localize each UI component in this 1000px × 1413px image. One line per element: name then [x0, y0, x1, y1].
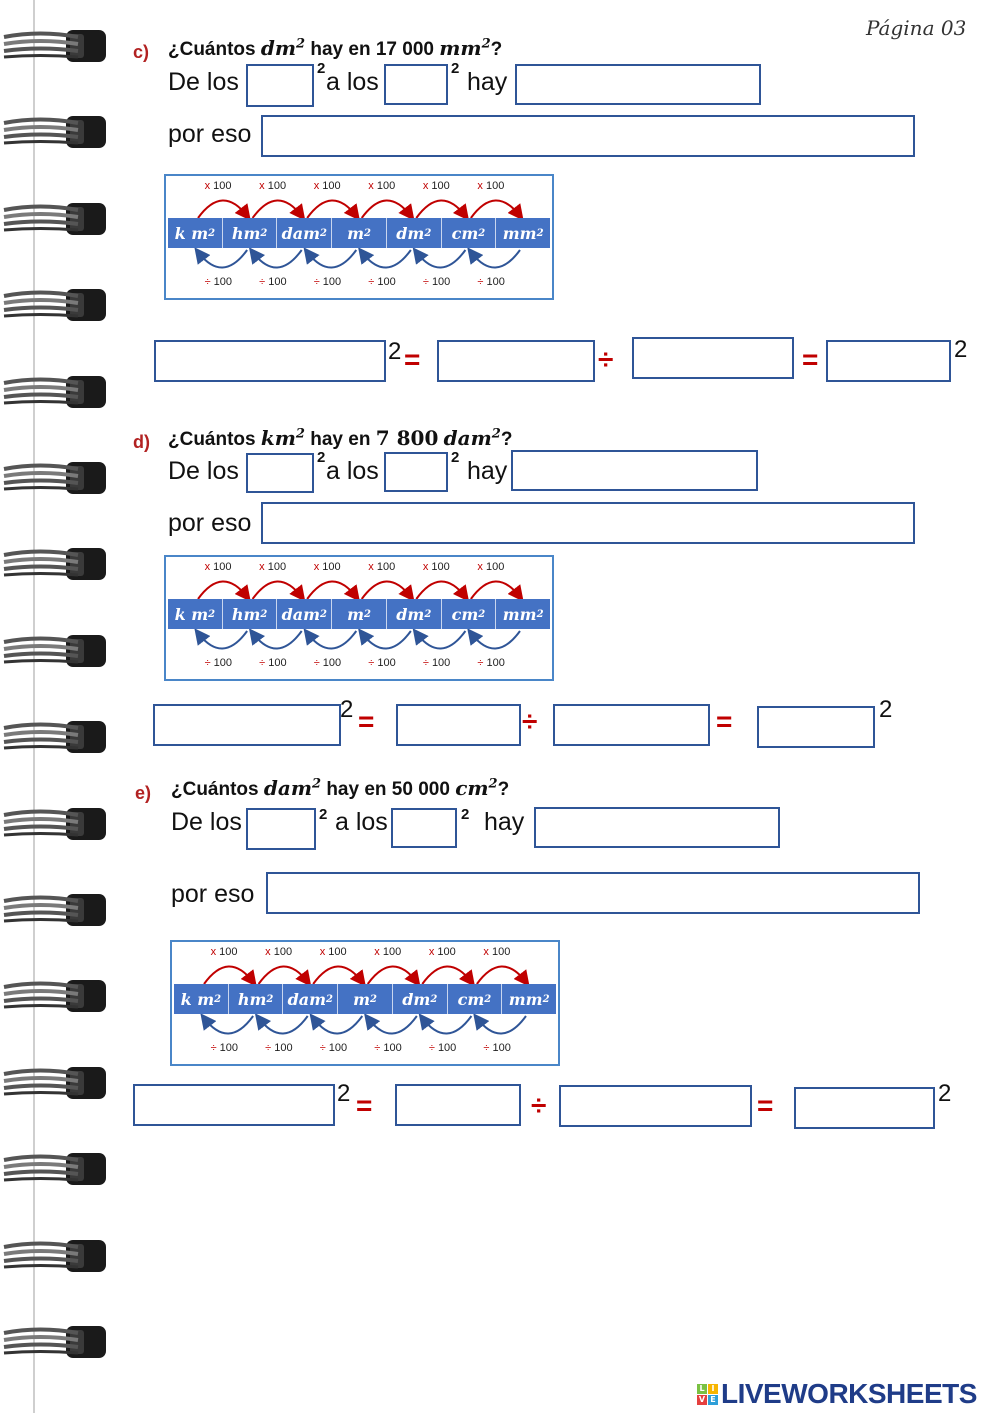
result-input[interactable]: [826, 340, 951, 382]
divide-arrow: [362, 631, 411, 649]
divide-label: ÷ 100: [428, 1042, 457, 1054]
binding-ring: [0, 1238, 110, 1274]
exponent: 2: [451, 60, 460, 77]
multiply-arrow: [253, 200, 302, 218]
multiply-arrow: [471, 581, 520, 599]
divide-arrow: [416, 250, 465, 268]
divide-label: ÷ 100: [319, 1042, 348, 1054]
multiply-arrow: [313, 966, 362, 984]
multiply-arrow: [471, 200, 520, 218]
binding-ring: [0, 978, 110, 1014]
por-eso-label: por eso: [171, 880, 255, 908]
hay-label: hay: [484, 808, 525, 836]
result-input[interactable]: [757, 706, 875, 748]
unit-cell: k m 2: [168, 599, 223, 629]
result-input[interactable]: [794, 1087, 935, 1129]
binding-ring: [0, 201, 110, 237]
unit-cell: m 2: [332, 218, 387, 248]
to-unit-input[interactable]: [391, 808, 457, 848]
number-input[interactable]: [396, 704, 521, 746]
binding-ring: [0, 892, 110, 928]
divide-label: ÷ 100: [265, 1042, 293, 1054]
binding-ring: [0, 546, 110, 582]
unit-cell: cm 2: [442, 218, 497, 248]
multiply-label: x 100: [374, 946, 402, 958]
exponent: 2: [337, 1080, 351, 1107]
unit-cell: dm 2: [387, 218, 442, 248]
from-unit-input[interactable]: [246, 453, 314, 493]
unit-cell: dam 2: [277, 599, 332, 629]
multiply-arrow: [204, 966, 253, 984]
equals-sign: =: [757, 1090, 774, 1121]
unit-cell: dm 2: [393, 984, 448, 1014]
multiply-label: x 100: [204, 561, 232, 573]
binding-ring: [0, 633, 110, 669]
divide-sign: ÷: [598, 344, 614, 375]
multiply-arrow: [362, 581, 411, 599]
multiply-label: x 100: [313, 561, 341, 573]
unit-cell: cm 2: [442, 599, 497, 629]
multiply-label: x 100: [368, 180, 396, 192]
exponent: 2: [451, 449, 460, 466]
divide-label: ÷ 100: [368, 657, 396, 669]
divide-arrow: [362, 250, 411, 268]
divide-arrow: [416, 631, 465, 649]
binding-ring: [0, 806, 110, 842]
from-unit-input[interactable]: [246, 808, 316, 850]
unit-cell: hm 2: [229, 984, 284, 1014]
de-los-label: De los: [168, 457, 239, 485]
divide-label: ÷ 100: [374, 1042, 402, 1054]
unit-bar: [168, 599, 550, 629]
multiply-arrow: [198, 581, 247, 599]
exponent: 2: [319, 806, 328, 823]
exponent: 2: [317, 449, 326, 466]
divide-arrow: [471, 631, 520, 649]
unit-cell: hm 2: [223, 218, 278, 248]
equals-sign: =: [404, 344, 421, 375]
question-text: ¿Cuántos $km^2$ hay en 7 800 dam$^2$?: [168, 426, 513, 450]
binding-ring: [0, 460, 110, 496]
a-los-label: a los: [326, 68, 379, 96]
exponent: 2: [461, 806, 470, 823]
de-los-label: De los: [168, 68, 239, 96]
divide-arrow: [198, 250, 247, 268]
multiply-arrow: [307, 581, 356, 599]
divide-arrow: [198, 631, 247, 649]
divisor-input[interactable]: [632, 337, 794, 379]
divide-arrow: [204, 1016, 253, 1034]
multiply-label: x 100: [428, 946, 456, 958]
divide-label: ÷ 100: [210, 1042, 239, 1054]
unit-cell: hm 2: [223, 599, 278, 629]
divide-arrow: [307, 631, 356, 649]
multiply-label: x 100: [319, 946, 347, 958]
equals-sign: =: [358, 706, 375, 737]
brand-name: LIVEWORKSHEETS: [721, 1378, 977, 1409]
number-input[interactable]: [395, 1084, 521, 1126]
multiply-arrow: [307, 200, 356, 218]
multiply-label: x 100: [259, 180, 287, 192]
unit-bar: [168, 218, 550, 248]
binding-ring: [0, 374, 110, 410]
divide-arrow: [253, 631, 302, 649]
binding-ring: [0, 287, 110, 323]
divide-label: ÷ 100: [477, 657, 505, 669]
unit-bar: [174, 984, 556, 1014]
binding-ring: [0, 28, 110, 64]
unit-conversion-chart: [164, 174, 554, 300]
multiply-arrow: [416, 581, 465, 599]
binding-ring: [0, 1065, 110, 1101]
divide-label: ÷ 100: [313, 657, 342, 669]
unit-cell: mm 2: [502, 604, 544, 624]
multiply-label: x 100: [204, 180, 232, 192]
question-label: e): [135, 783, 152, 803]
unit-cell: mm 2: [502, 223, 544, 243]
a-los-label: a los: [335, 808, 388, 836]
equals-sign: =: [716, 706, 733, 737]
to-unit-input[interactable]: [384, 452, 448, 492]
operation-input[interactable]: [261, 115, 915, 157]
multiply-label: x 100: [483, 946, 511, 958]
exponent: 2: [879, 696, 893, 723]
divide-label: ÷ 100: [259, 657, 287, 669]
divide-label: ÷ 100: [313, 276, 342, 288]
multiply-arrow: [362, 200, 411, 218]
divide-sign: ÷: [531, 1090, 547, 1121]
quantity-input[interactable]: [153, 704, 341, 746]
unit-cell: dam 2: [283, 984, 338, 1014]
multiply-label: x 100: [477, 561, 505, 573]
question-label: c): [133, 42, 150, 62]
multiply-arrow: [253, 581, 302, 599]
binding-ring: [0, 114, 110, 150]
question-text: ¿Cuántos dam$^2$ hay en 50 000 $cm^2$?: [171, 776, 510, 800]
divide-label: ÷ 100: [483, 1042, 511, 1054]
operation-input[interactable]: [266, 872, 920, 914]
divide-arrow: [253, 250, 302, 268]
multiply-label: x 100: [368, 561, 396, 573]
from-unit-input[interactable]: [246, 64, 314, 107]
divisor-input[interactable]: [553, 704, 710, 746]
divide-arrow: [313, 1016, 362, 1034]
divide-label: ÷ 100: [477, 276, 505, 288]
multiply-label: x 100: [477, 180, 505, 192]
multiply-label: x 100: [422, 180, 450, 192]
divisor-input[interactable]: [559, 1085, 752, 1127]
por-eso-label: por eso: [168, 509, 252, 537]
logo-mark: L I V E: [697, 1384, 718, 1405]
multiply-label: x 100: [422, 561, 450, 573]
unit-cell: dm 2: [387, 599, 442, 629]
question-label: d): [133, 432, 150, 452]
multiply-arrow: [198, 200, 247, 218]
unit-cell: k m 2: [174, 984, 229, 1014]
divide-arrow: [422, 1016, 471, 1034]
hay-label: hay: [467, 457, 508, 485]
divide-sign: ÷: [522, 706, 538, 737]
quantity-input[interactable]: [154, 340, 386, 382]
binding-ring: [0, 1324, 110, 1360]
number-input[interactable]: [437, 340, 595, 382]
quantity-input[interactable]: [133, 1084, 335, 1126]
divide-label: ÷ 100: [368, 276, 396, 288]
factor-input[interactable]: [511, 450, 758, 491]
divide-label: ÷ 100: [422, 276, 451, 288]
multiply-arrow: [477, 966, 526, 984]
divide-arrow: [471, 250, 520, 268]
question-text: ¿Cuántos $dm^2$ hay en 17 000 $mm^2$?: [168, 36, 503, 60]
a-los-label: a los: [326, 457, 379, 485]
factor-input[interactable]: [534, 807, 780, 848]
equals-sign: =: [802, 344, 819, 375]
divide-arrow: [477, 1016, 526, 1034]
multiply-arrow: [422, 966, 471, 984]
liveworksheets-logo: [697, 1378, 977, 1410]
hay-label: hay: [467, 68, 508, 96]
exponent: 2: [340, 696, 354, 723]
unit-cell: k m 2: [168, 218, 223, 248]
divide-label: ÷ 100: [259, 276, 287, 288]
exponent: 2: [938, 1080, 952, 1107]
page-number: Página 03: [866, 16, 967, 40]
unit-cell: m 2: [338, 984, 393, 1014]
unit-cell: dam 2: [277, 218, 332, 248]
divide-label: ÷ 100: [422, 657, 451, 669]
divide-arrow: [307, 250, 356, 268]
operation-input[interactable]: [261, 502, 915, 544]
exponent: 2: [954, 336, 968, 363]
divide-label: ÷ 100: [204, 657, 233, 669]
multiply-arrow: [416, 200, 465, 218]
multiply-arrow: [259, 966, 308, 984]
multiply-label: x 100: [265, 946, 293, 958]
multiply-label: x 100: [259, 561, 287, 573]
multiply-label: x 100: [210, 946, 238, 958]
multiply-label: x 100: [313, 180, 341, 192]
factor-input[interactable]: [515, 64, 761, 105]
exponent: 2: [317, 60, 326, 77]
unit-cell: mm 2: [508, 989, 550, 1009]
binding-ring: [0, 1151, 110, 1187]
exponent: 2: [388, 338, 402, 365]
por-eso-label: por eso: [168, 120, 252, 148]
unit-cell: m 2: [332, 599, 387, 629]
to-unit-input[interactable]: [384, 64, 448, 105]
unit-cell: cm 2: [448, 984, 503, 1014]
de-los-label: De los: [171, 808, 242, 836]
unit-conversion-chart: [170, 940, 560, 1066]
equals-sign: =: [356, 1090, 373, 1121]
binding-ring: [0, 719, 110, 755]
unit-conversion-chart: [164, 555, 554, 681]
divide-label: ÷ 100: [204, 276, 233, 288]
multiply-arrow: [368, 966, 417, 984]
divide-arrow: [368, 1016, 417, 1034]
divide-arrow: [259, 1016, 308, 1034]
